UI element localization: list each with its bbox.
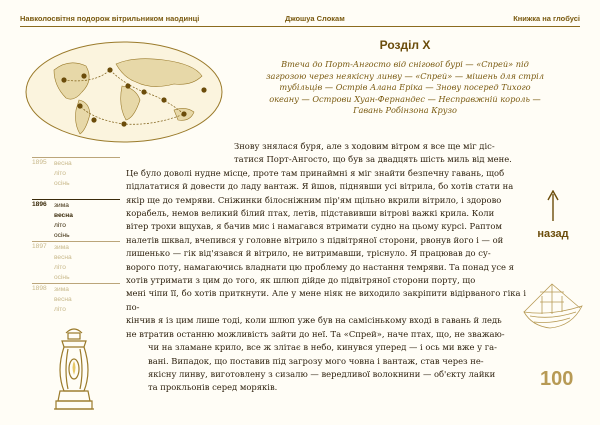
timeline-year[interactable]: 1898 зима весна літо xyxy=(32,283,120,325)
author-name: Джошуа Слокам xyxy=(285,14,345,23)
back-link[interactable] xyxy=(526,190,580,240)
book-title: Навколосвітня подорож вітрильником наодинці xyxy=(20,14,200,23)
timeline-year[interactable]: 1895 весна літо осінь xyxy=(32,157,120,199)
page-header xyxy=(20,12,580,27)
timeline-year-current[interactable]: 1896 зима весна літо осінь xyxy=(32,199,120,241)
timeline-sidebar xyxy=(32,157,120,325)
chapter-title: Розділ Х xyxy=(379,38,431,52)
back-label: назад xyxy=(537,228,569,240)
timeline-year[interactable]: 1897 зима весна літо осінь xyxy=(32,241,120,283)
chapter-summary: Втеча до Порт-Ангосто від снігової бурі — «Спрей» під загрозою через неякісну линву — «Спрей» — мішень для стріл тубільців — Острів Алана Еріка — Знову посеред Тихого океану — Острови Хуан-Фернандес — Несправжній король — Гавань Робінзона Крузо xyxy=(266,59,544,116)
lantern-icon xyxy=(50,325,98,417)
page-number: 100 xyxy=(540,368,574,390)
world-route-map-icon xyxy=(24,40,224,144)
up-arrow-icon xyxy=(547,190,559,222)
chapter-body: Знову знялася буря, але з ходовим вітром я все ще міг діс- татися Порт-Ангосто, що був за двадцять шість миль від мене. Це було доволі нудне місце, проте там принаймні я міг знайти безпечну гавань, щоб підлататися й довести до ладу вантаж. Я йшов, піднявши усі вітрила, бо хотів стати на якір ще до темряви. Сніжинки білосніжним пір'ям щільно вкрили вітрило, і здорово корабель, немов великий білий птах, летів, підставивши вітрові важкі крила. Коли вітер трохи вщухав, я бачив мис і намагався втримати судно на цьому курсі. Раптом налетів шквал, вчепився у головне вітрило з підвітряної сторони, рвонув його і — ой лишенько — гік від'язався й вітрило, не витримавши, тріснуло. Я працював до су- ворого поту, намагаючись владнати цю проблему до настання темряви. Та понад усе я хотів утримати з цим до того, як шлюп дійде до підвітряної сторони порту, що мені чіпи її, бо хотів приткнути. Але у мене ніяк не виходило закріпити відірваного гіка і по- кінчив я із цим лише тоді, коли шлюп уже був на самісінькому вході в гавань й ледь не втратив останню можливість зайти до неї. Та «Спрей», наче птах, що, не зважаю- чи на зламане крило, все ж злітає в небо, кинувся уперед — і ось ми вже у га- вані. Випадок, що поставив під загрозу мого човна і вантаж, став через не- якісну линву, виготовлену з сизалю — вередливої волокнини — об'єкту лайки та прокльонів серед моряків. xyxy=(126,141,526,393)
ship-sketch-icon xyxy=(522,282,584,338)
series-name: Книжка на глобусі xyxy=(513,14,580,23)
